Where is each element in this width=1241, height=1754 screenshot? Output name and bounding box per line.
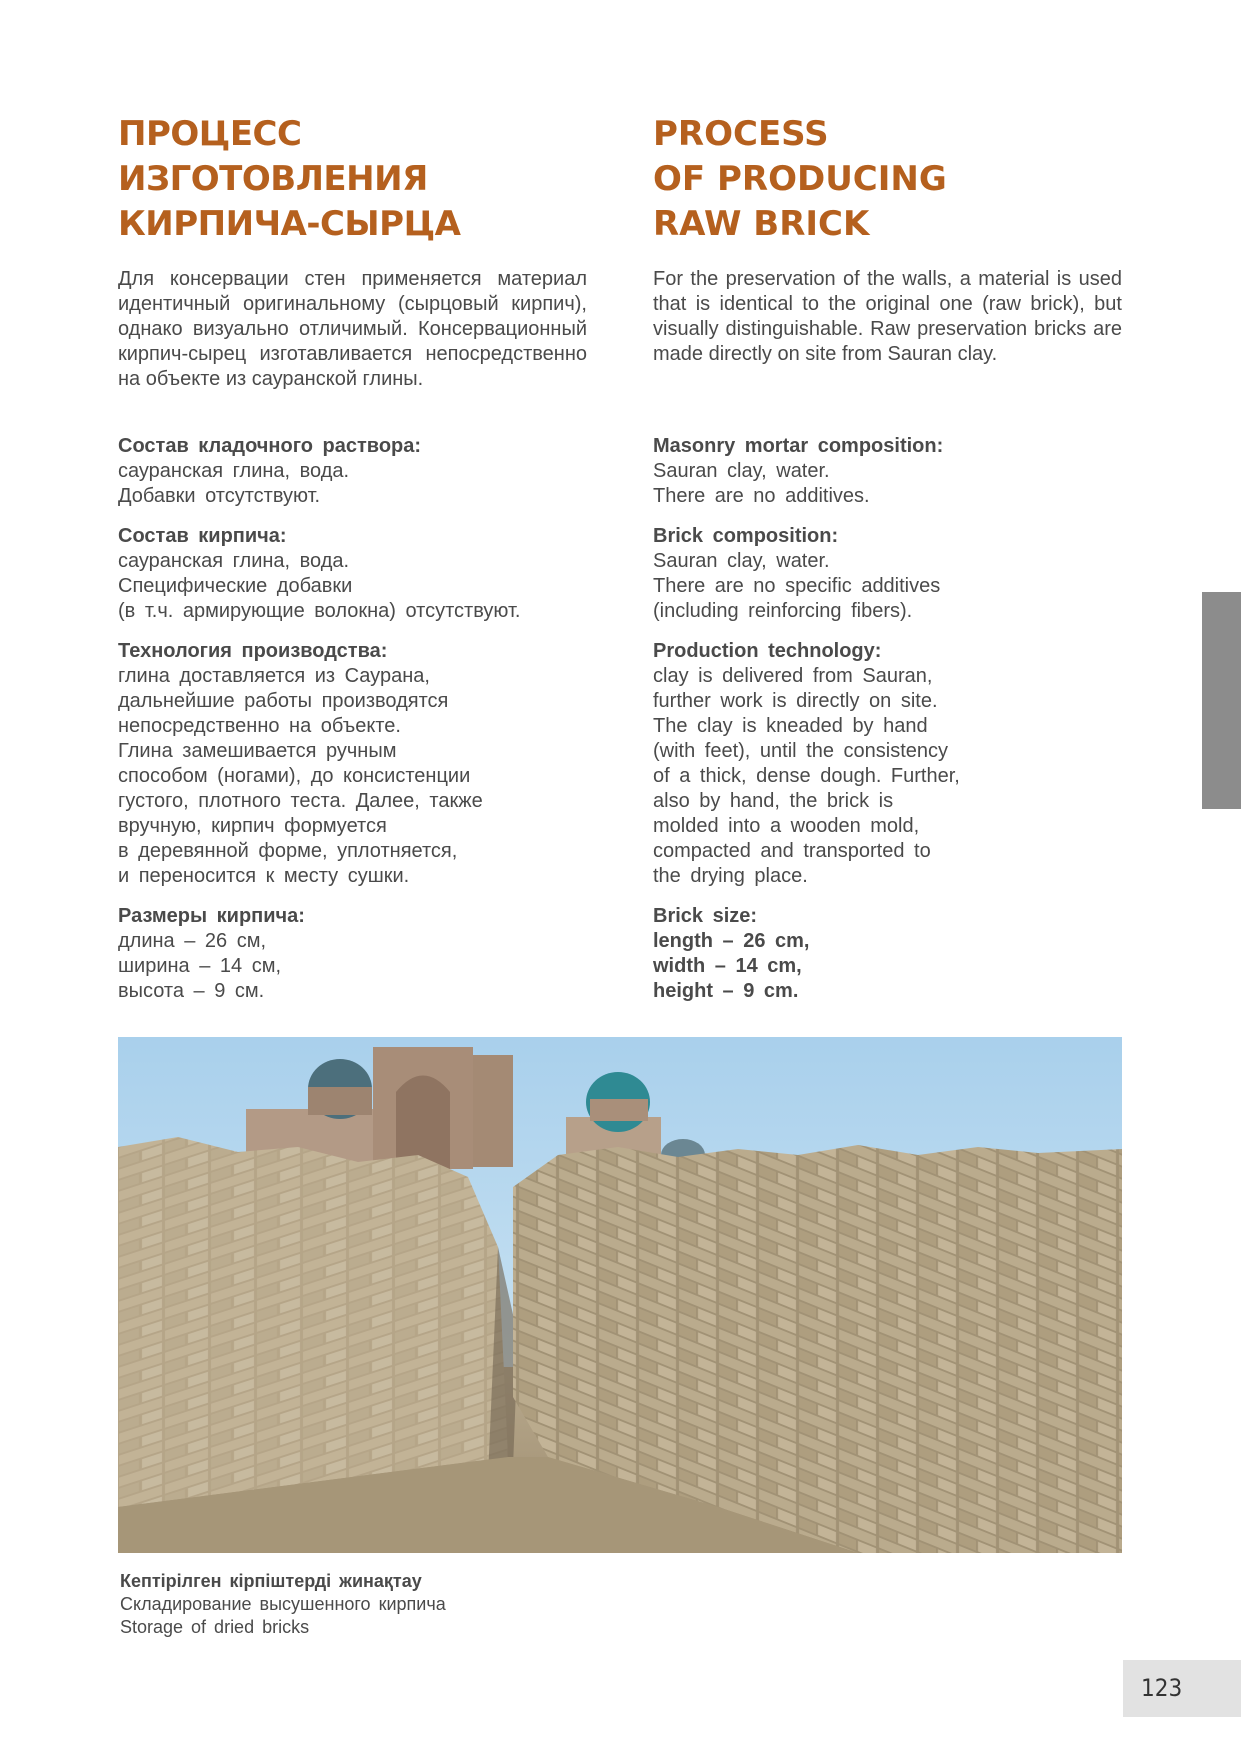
section-line: сауранская глина, вода. xyxy=(118,460,350,482)
ru-title-line: ПРОЦЕСС xyxy=(118,114,302,154)
section-line: и переносится к месту сушки. xyxy=(118,865,410,887)
section-line: (with feet), until the consistency xyxy=(653,740,949,762)
section-heading: Состав кирпича: xyxy=(118,525,287,547)
section-line: (в т.ч. армирующие волокна) отсутствуют. xyxy=(118,600,521,622)
ru-section-brick xyxy=(118,524,587,624)
page-number: 123 xyxy=(1141,1674,1183,1702)
english-column xyxy=(653,112,1122,1019)
section-line: длина – 26 см, xyxy=(118,930,267,952)
section-line: Sauran clay, water. xyxy=(653,550,830,572)
section-line: molded into a wooden mold, xyxy=(653,815,920,837)
en-section-technology xyxy=(653,639,1122,889)
section-line: глина доставляется из Саурана, xyxy=(118,665,430,687)
section-line: Глина замешивается ручным xyxy=(118,740,397,762)
section-line: also by hand, the brick is xyxy=(653,790,894,812)
section-line: of a thick, dense dough. Further, xyxy=(653,765,960,787)
ru-title xyxy=(118,112,587,247)
section-heading: Masonry mortar composition: xyxy=(653,435,944,457)
en-section-brick xyxy=(653,524,1122,624)
section-line: length – 26 cm, xyxy=(653,930,810,952)
page-number-box xyxy=(1123,1660,1241,1717)
ru-intro: Для консервации стен применяется материал идентичный оригинальному (сырцовый кирпич), однако визуально отличимый. Консервационный кирпич-сырец изготавливается непосредственно на объекте из сауранской глины. xyxy=(118,268,587,390)
ru-section-size xyxy=(118,904,587,1004)
en-title xyxy=(653,112,1122,247)
section-heading: Состав кладочного раствора: xyxy=(118,435,422,457)
en-section-mortar xyxy=(653,434,1122,509)
section-line: (including reinforcing fibers). xyxy=(653,600,913,622)
en-title-line: PROCESS xyxy=(653,114,829,154)
section-line: способом (ногами), до консистенции xyxy=(118,765,471,787)
section-line: The clay is kneaded by hand xyxy=(653,715,928,737)
section-line: width – 14 cm, xyxy=(653,955,802,977)
russian-column xyxy=(118,112,587,1019)
photo-illustration xyxy=(118,1037,1122,1553)
section-heading: Технология производства: xyxy=(118,640,388,662)
section-line: непосредственно на объекте. xyxy=(118,715,401,737)
ru-section-technology xyxy=(118,639,587,889)
section-line: густого, плотного теста. Далее, также xyxy=(118,790,483,812)
section-line: There are no specific additives xyxy=(653,575,941,597)
section-line: в деревянной форме, уплотняется, xyxy=(118,840,458,862)
en-title-line: RAW BRICK xyxy=(653,204,870,244)
section-line: height – 9 cm. xyxy=(653,980,799,1002)
section-line: Добавки отсутствуют. xyxy=(118,485,321,507)
en-intro: For the preservation of the walls, a material is used that is identical to the original one (raw brick), but visually distinguishable. Raw preservation bricks are made directly on site from Sauran clay. xyxy=(653,268,1122,365)
section-line: the drying place. xyxy=(653,865,808,887)
section-line: дальнейшие работы производятся xyxy=(118,690,449,712)
section-line: Специфические добавки xyxy=(118,575,353,597)
section-line: вручную, кирпич формуется xyxy=(118,815,387,837)
section-heading: Production technology: xyxy=(653,640,882,662)
en-section-size xyxy=(653,904,1122,1004)
section-line: высота – 9 см. xyxy=(118,980,265,1002)
section-heading: Размеры кирпича: xyxy=(118,905,305,927)
caption-kazakh: Кептірілген кірпіштерді жинақтау xyxy=(120,1571,422,1591)
section-heading: Brick size: xyxy=(653,905,758,927)
section-line: clay is delivered from Sauran, xyxy=(653,665,933,687)
section-heading: Brick composition: xyxy=(653,525,839,547)
ru-title-line: ИЗГОТОВЛЕНИЯ xyxy=(118,159,428,199)
section-line: compacted and transported to xyxy=(653,840,931,862)
section-line: Sauran clay, water. xyxy=(653,460,830,482)
section-line: сауранская глина, вода. xyxy=(118,550,350,572)
photo-captions xyxy=(120,1570,446,1639)
caption-english: Storage of dried bricks xyxy=(120,1617,310,1637)
ru-section-mortar xyxy=(118,434,587,509)
en-title-line: OF PRODUCING xyxy=(653,159,947,199)
section-line: There are no additives. xyxy=(653,485,870,507)
section-line: ширина – 14 см, xyxy=(118,955,282,977)
ru-title-line: КИРПИЧА-СЫРЦА xyxy=(118,204,461,244)
section-line: further work is directly on site. xyxy=(653,690,938,712)
photo-dried-brick-stacks xyxy=(118,1037,1122,1553)
caption-russian: Складирование высушенного кирпича xyxy=(120,1594,446,1614)
section-side-tab xyxy=(1202,592,1241,809)
